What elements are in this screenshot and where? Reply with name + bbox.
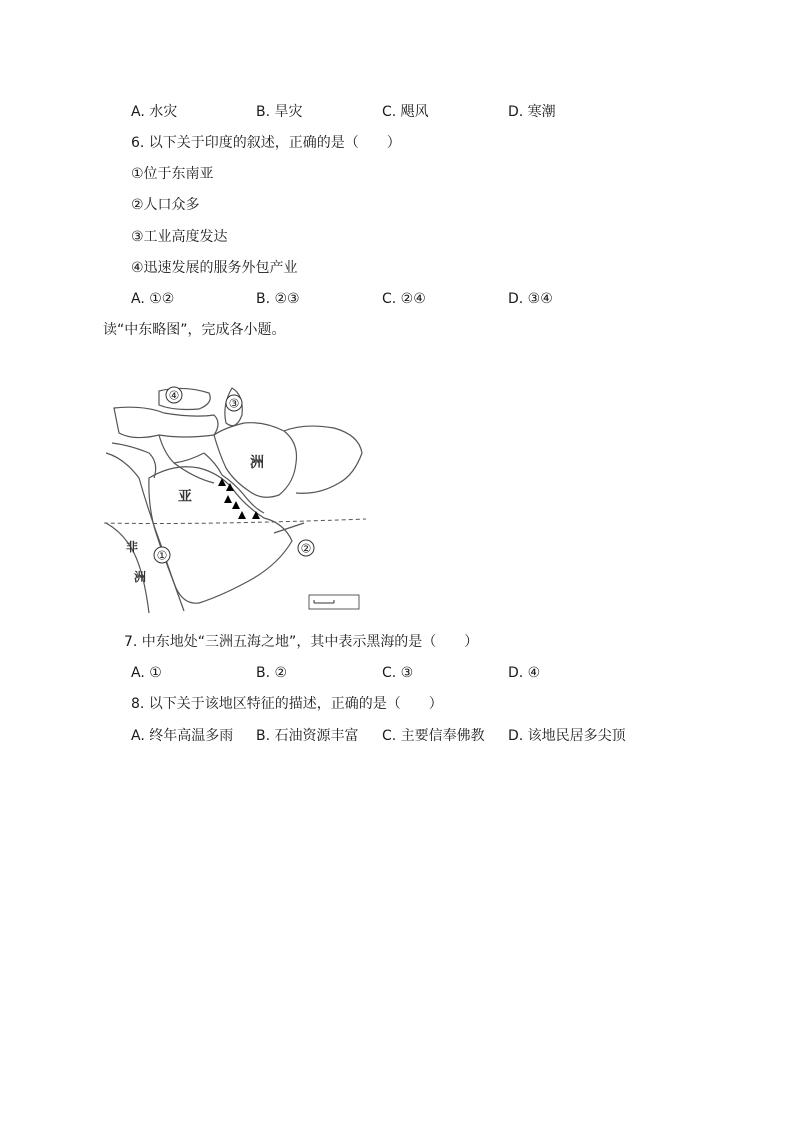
- q5-option-c: C. 飓风: [382, 104, 429, 120]
- map-label-zhou-asia: 洲: [250, 455, 264, 471]
- map-label-3: ③: [228, 396, 240, 411]
- q5-option-d: D. 寒潮: [508, 104, 556, 120]
- q7-option-b: B. ②: [256, 665, 288, 681]
- reading-prompt: 读“中东略图”，完成各小题。: [103, 322, 286, 338]
- q6-statement-2: ②人口众多: [131, 197, 200, 213]
- q6-statement-4: ④迅速发展的服务外包产业: [131, 260, 298, 276]
- q8-option-b: B. 石油资源丰富: [256, 728, 359, 744]
- q7-option-a: A. ①: [131, 665, 162, 681]
- q5-option-a: A. 水灾: [131, 104, 178, 120]
- q6-option-a: A. ①②: [131, 291, 175, 307]
- q6-statement-3: ③工业高度发达: [131, 229, 228, 245]
- q6-option-c: C. ②④: [382, 291, 426, 307]
- q8-option-a: A. 终年高温多雨: [131, 728, 234, 744]
- map-label-4: ④: [168, 388, 180, 403]
- middle-east-map: [104, 383, 366, 616]
- q8-stem: 8. 以下关于该地区特征的描述，正确的是（ ）: [131, 696, 443, 712]
- q6-statement-1: ①位于东南亚: [131, 166, 214, 182]
- map-label-ya: 亚: [178, 489, 192, 505]
- q7-option-c: C. ③: [382, 665, 414, 681]
- q6-stem: 6. 以下关于印度的叙述，正确的是（ ）: [131, 135, 401, 151]
- map-label-1: ①: [156, 548, 168, 563]
- q7-option-d: D. ④: [508, 665, 541, 681]
- q6-option-d: D. ③④: [508, 291, 553, 307]
- map-label-2: ②: [300, 541, 312, 556]
- q8-option-d: D. 该地民居多尖顶: [508, 728, 626, 744]
- q5-option-b: B. 旱灾: [256, 104, 303, 120]
- q6-option-b: B. ②③: [256, 291, 300, 307]
- q7-stem: 7. 中东地处“三洲五海之地”，其中表示黑海的是（ ）: [124, 634, 479, 650]
- q8-option-c: C. 主要信奉佛教: [382, 728, 485, 744]
- map-scale-bar: [309, 595, 359, 609]
- map-label-zhou-africa: 洲: [134, 570, 147, 584]
- map-label-fei: 非: [126, 540, 139, 554]
